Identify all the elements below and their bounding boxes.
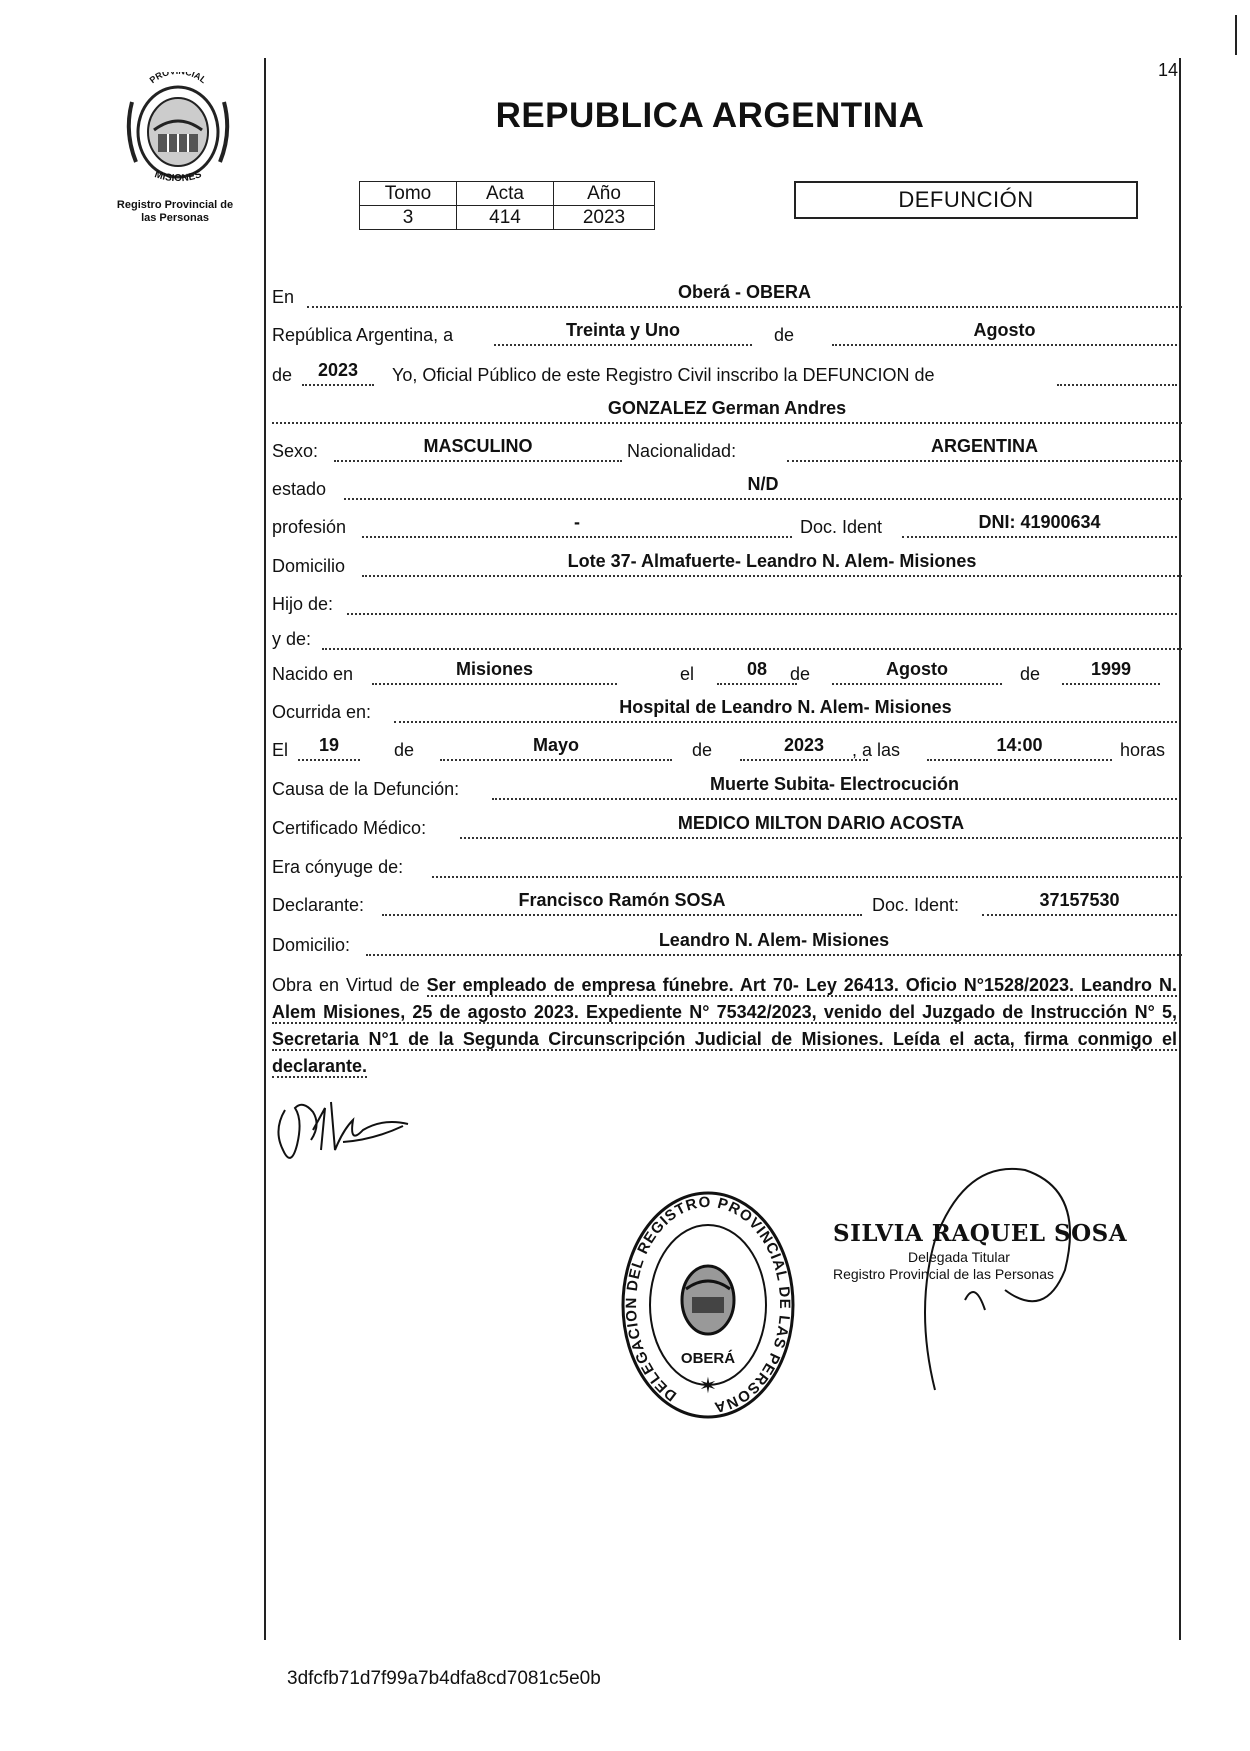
fecha-dia-field	[298, 731, 360, 761]
certificado-field	[460, 809, 1182, 839]
left-margin-line	[264, 58, 266, 1640]
declarant-signature	[273, 1090, 423, 1185]
document-hash: 3dfcfb71d7f99a7b4dfa8cd7081c5e0b	[287, 1668, 601, 1689]
signer-signature-stroke	[905, 1160, 1105, 1405]
fecha-de1-label: de	[394, 740, 415, 760]
volume-value-acta: 414	[457, 206, 554, 230]
republica-de-label: de	[774, 325, 795, 345]
registry-caption	[95, 199, 255, 225]
domicilio-declarante-field	[366, 926, 1182, 956]
volume-table-header-row	[360, 182, 655, 206]
obra-label: Obra en Virtud de	[272, 975, 420, 995]
nacido-mes-field	[832, 655, 1002, 685]
volume-table-value-row	[360, 206, 655, 230]
volume-header-acta: Acta	[457, 182, 554, 206]
fecha-anio-value: 2023	[783, 735, 825, 755]
fecha-de2-label: de	[692, 740, 713, 760]
fecha-a-las-label: , a las	[852, 740, 901, 760]
anio-prefix: de	[272, 365, 293, 385]
registry-logo-emblem	[118, 72, 238, 182]
nacido-de1-label: de	[790, 664, 811, 684]
conyuge-label: Era cónyuge de:	[272, 857, 404, 877]
row-fecha	[272, 731, 1182, 761]
nacido-anio-value: 1999	[1090, 659, 1132, 679]
causa-label: Causa de la Defunción:	[272, 779, 460, 799]
volume-table	[359, 181, 655, 230]
domicilio-value: Lote 37- Almafuerte- Leandro N. Alem- Misiones	[567, 551, 977, 571]
nacido-de2-label: de	[1020, 664, 1041, 684]
republica-dia-field	[494, 316, 752, 346]
declarant-signature-drawing	[273, 1090, 423, 1180]
nombre-value: GONZALEZ German Andres	[607, 398, 847, 418]
page-number: 14	[1158, 60, 1179, 80]
sexo-label: Sexo:	[272, 441, 319, 461]
fecha-anio-field	[740, 731, 868, 761]
republica-dia-value: Treinta y Uno	[565, 320, 681, 340]
row-declarante	[272, 886, 1182, 916]
en-value: Oberá - OBERA	[677, 282, 812, 302]
svg-text:PROVINCIAL: PRO CIAL	[147, 72, 209, 86]
svg-text:✶: ✶	[698, 1374, 718, 1399]
obra-value: Ser empleado de empresa fúnebre. Art 70- Ley 26413. Oficio N°1528/2023. Leandro N. Alem Misiones, 25 de agosto 2023. Expediente N° 75342/2023, venido del Juzgado de Instrucción N° 5, Secretaria N°1 de la Segunda Circunscripción Judicial de Misiones. Leída el acta, firma conmigo el declarante.	[272, 975, 1177, 1076]
row-domicilio-declarante	[272, 926, 1182, 956]
registry-caption-line2: las Personas	[141, 212, 209, 224]
row-anio	[272, 356, 1182, 386]
certificado-value: MEDICO MILTON DARIO ACOSTA	[677, 813, 965, 833]
fecha-mes-field	[440, 731, 672, 761]
declarante-doc-value: 37157530	[1039, 890, 1120, 910]
row-causa	[272, 770, 1182, 800]
fecha-el-label: El	[272, 740, 289, 760]
estado-field	[344, 470, 1182, 500]
official-seal	[618, 1185, 798, 1430]
svg-text:OBERÁ: OBERÁ	[680, 1350, 736, 1367]
nacido-lugar-value: Misiones	[455, 659, 534, 679]
obra-paragraph	[272, 972, 1177, 1080]
domicilio-label: Domicilio	[272, 556, 346, 576]
declarante-value: Francisco Ramón SOSA	[518, 890, 726, 910]
declarante-field	[382, 886, 862, 916]
nacionalidad-field	[787, 432, 1182, 462]
nacido-dia-field	[717, 655, 797, 685]
profesion-field	[362, 508, 792, 538]
nacido-anio-field	[1062, 655, 1160, 685]
doc-ident-label: Doc. Ident	[800, 517, 883, 537]
anio-value: 2023	[317, 360, 359, 380]
causa-field	[492, 770, 1177, 800]
y-de-field	[322, 620, 1182, 650]
anio-field	[302, 356, 374, 386]
page-title: REPUBLICA ARGENTINA	[495, 96, 925, 135]
row-nacido	[272, 655, 1182, 685]
act-type-box: DEFUNCIÓN	[794, 181, 1138, 219]
anio-text: Yo, Oficial Público de este Registro Civil inscribo la DEFUNCION de	[392, 365, 935, 385]
ocurrida-label: Ocurrida en:	[272, 702, 372, 722]
row-certificado	[272, 809, 1182, 839]
ocurrida-field	[394, 693, 1177, 723]
row-conyuge	[272, 848, 1182, 878]
row-nombre	[272, 394, 1182, 424]
nacido-el-label: el	[680, 664, 695, 684]
republica-mes-field	[832, 316, 1177, 346]
hijo-de-label: Hijo de:	[272, 594, 334, 614]
doc-ident-value: DNI: 41900634	[978, 512, 1101, 532]
signer-org: Registro Provincial de las Personas	[833, 1266, 1054, 1282]
profesion-value: -	[574, 512, 580, 532]
domicilio-field	[362, 547, 1182, 577]
edge-mark	[1235, 15, 1237, 55]
row-profesion	[272, 508, 1182, 538]
ocurrida-value: Hospital de Leandro N. Alem- Misiones	[619, 697, 952, 717]
estado-value: N/D	[747, 474, 779, 494]
republica-label: República Argentina, a	[272, 325, 454, 345]
estado-label: estado	[272, 479, 327, 499]
row-sexo	[272, 432, 1182, 462]
signer-role: Delegada Titular	[908, 1249, 1010, 1265]
svg-text:MISIONES: MISIONES	[153, 169, 204, 182]
registry-logo	[118, 72, 238, 182]
volume-value-tomo: 3	[360, 206, 457, 230]
row-en	[272, 278, 1182, 308]
declarante-label: Declarante:	[272, 895, 365, 915]
certificado-label: Certificado Médico:	[272, 818, 427, 838]
fecha-dia-value: 19	[318, 735, 340, 755]
en-field	[307, 278, 1182, 308]
sexo-value: MASCULINO	[423, 436, 533, 456]
volume-header-tomo: Tomo	[360, 182, 457, 206]
conyuge-field	[432, 848, 1182, 878]
row-ocurrida	[272, 693, 1182, 723]
domicilio-declarante-label: Domicilio:	[272, 935, 351, 955]
hijo-de-field	[347, 585, 1177, 615]
anio-trailing-field	[1057, 356, 1177, 386]
y-de-label: y de:	[272, 629, 312, 649]
republica-mes-value: Agosto	[973, 320, 1036, 340]
row-hijo-de	[272, 585, 1182, 615]
nombre-field	[272, 394, 1182, 424]
row-republica	[272, 316, 1182, 346]
registry-caption-line1: Registro Provincial de	[116, 199, 234, 211]
nacionalidad-value: ARGENTINA	[931, 436, 1038, 456]
nacido-label: Nacido en	[272, 664, 354, 684]
declarante-doc-label: Doc. Ident:	[872, 895, 960, 915]
en-label: En	[272, 287, 295, 307]
signer-name: SILVIA RAQUEL SOSA	[833, 1220, 1128, 1247]
volume-header-anio: Año	[554, 182, 655, 206]
nacionalidad-label: Nacionalidad:	[627, 441, 737, 461]
row-estado	[272, 470, 1182, 500]
row-domicilio	[272, 547, 1182, 577]
sexo-field	[334, 432, 622, 462]
svg-text:DELEGACION DEL REGISTRO PROVIN: DELEGACION DEL REGISTRO PROVINCIAL DE LAS PERSONA	[622, 1193, 794, 1416]
signer-block	[833, 1220, 1143, 1282]
official-seal-drawing	[618, 1185, 798, 1425]
volume-value-anio: 2023	[554, 206, 655, 230]
fecha-hora-field	[927, 731, 1112, 761]
declarante-doc-field	[982, 886, 1177, 916]
nacido-mes-value: Agosto	[886, 659, 948, 679]
fecha-hora-value: 14:00	[996, 735, 1043, 755]
causa-value: Muerte Subita- Electrocución	[709, 774, 960, 794]
doc-ident-field	[902, 508, 1177, 538]
fecha-horas-label: horas	[1120, 740, 1166, 760]
fecha-mes-value: Mayo	[532, 735, 579, 755]
domicilio-declarante-value: Leandro N. Alem- Misiones	[658, 930, 890, 950]
profesion-label: profesión	[272, 517, 347, 537]
row-y-de	[272, 620, 1182, 650]
nacido-dia-value: 08	[746, 659, 768, 679]
nacido-lugar-field	[372, 655, 617, 685]
